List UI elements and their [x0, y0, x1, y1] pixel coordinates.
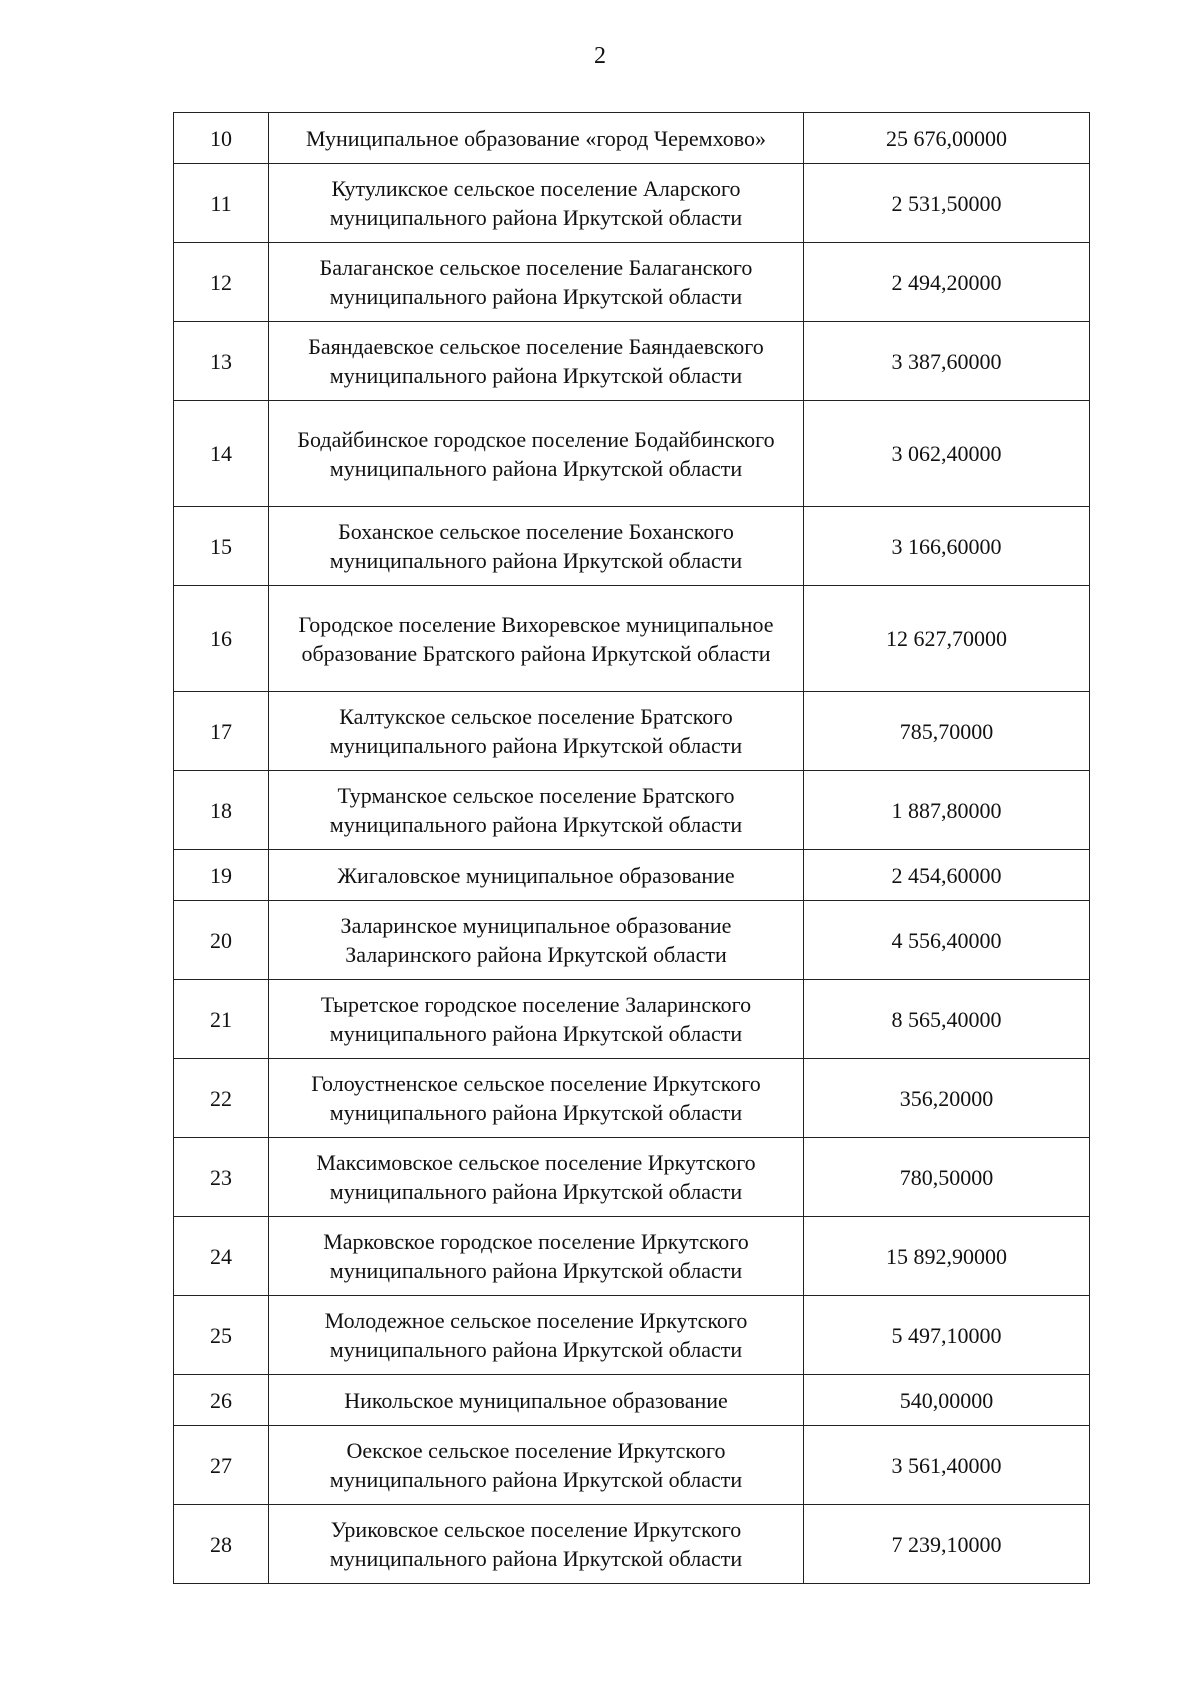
municipality-name-cell: Уриковское сельское поселение Иркутского муниципального района Иркутской области	[269, 1505, 804, 1584]
amount-cell: 2 494,20000	[804, 243, 1090, 322]
amount-cell: 1 887,80000	[804, 771, 1090, 850]
municipality-name-cell: Оекское сельское поселение Иркутского муниципального района Иркутской области	[269, 1426, 804, 1505]
amount-cell: 3 387,60000	[804, 322, 1090, 401]
table-row	[174, 1426, 1090, 1505]
municipality-name-cell: Муниципальное образование «город Черемхово»	[269, 113, 804, 164]
table-row	[174, 322, 1090, 401]
amount-cell: 12 627,70000	[804, 586, 1090, 692]
municipality-name-cell: Боханское сельское поселение Боханского муниципального района Иркутской области	[269, 507, 804, 586]
table-row	[174, 164, 1090, 243]
row-number-cell: 27	[174, 1426, 269, 1505]
amount-cell: 5 497,10000	[804, 1296, 1090, 1375]
table-row	[174, 113, 1090, 164]
table-row	[174, 771, 1090, 850]
row-number-cell: 20	[174, 901, 269, 980]
row-number-cell: 11	[174, 164, 269, 243]
municipality-name-cell: Кутуликское сельское поселение Аларского муниципального района Иркутской области	[269, 164, 804, 243]
amount-cell: 3 561,40000	[804, 1426, 1090, 1505]
municipality-name-cell: Максимовское сельское поселение Иркутского муниципального района Иркутской области	[269, 1138, 804, 1217]
amount-cell: 4 556,40000	[804, 901, 1090, 980]
amount-cell: 2 454,60000	[804, 850, 1090, 901]
amount-cell: 25 676,00000	[804, 113, 1090, 164]
municipality-name-cell: Никольское муниципальное образование	[269, 1375, 804, 1426]
municipality-name-cell: Молодежное сельское поселение Иркутского муниципального района Иркутской области	[269, 1296, 804, 1375]
row-number-cell: 17	[174, 692, 269, 771]
amount-cell: 8 565,40000	[804, 980, 1090, 1059]
municipality-name-cell: Городское поселение Вихоревское муниципальное образование Братского района Иркутской области	[269, 586, 804, 692]
amount-cell: 15 892,90000	[804, 1217, 1090, 1296]
row-number-cell: 26	[174, 1375, 269, 1426]
row-number-cell: 18	[174, 771, 269, 850]
table-row	[174, 1296, 1090, 1375]
municipality-name-cell: Баяндаевское сельское поселение Баяндаевского муниципального района Иркутской области	[269, 322, 804, 401]
table-row	[174, 507, 1090, 586]
allocation-table	[173, 112, 1090, 1584]
table-row	[174, 1217, 1090, 1296]
table-row	[174, 692, 1090, 771]
row-number-cell: 10	[174, 113, 269, 164]
row-number-cell: 12	[174, 243, 269, 322]
page-number: 2	[594, 43, 606, 69]
table-row	[174, 401, 1090, 507]
municipality-name-cell: Калтукское сельское поселение Братского муниципального района Иркутской области	[269, 692, 804, 771]
municipality-name-cell: Балаганское сельское поселение Балаганского муниципального района Иркутской области	[269, 243, 804, 322]
amount-cell: 3 166,60000	[804, 507, 1090, 586]
table-row	[174, 980, 1090, 1059]
municipality-name-cell: Тыретское городское поселение Заларинского муниципального района Иркутской области	[269, 980, 804, 1059]
row-number-cell: 15	[174, 507, 269, 586]
table-row	[174, 850, 1090, 901]
row-number-cell: 28	[174, 1505, 269, 1584]
municipality-name-cell: Голоустненское сельское поселение Иркутского муниципального района Иркутской области	[269, 1059, 804, 1138]
row-number-cell: 16	[174, 586, 269, 692]
table-row	[174, 1059, 1090, 1138]
table-row	[174, 586, 1090, 692]
amount-cell: 2 531,50000	[804, 164, 1090, 243]
row-number-cell: 19	[174, 850, 269, 901]
row-number-cell: 21	[174, 980, 269, 1059]
amount-cell: 780,50000	[804, 1138, 1090, 1217]
row-number-cell: 13	[174, 322, 269, 401]
municipality-name-cell: Заларинское муниципальное образование Заларинского района Иркутской области	[269, 901, 804, 980]
row-number-cell: 24	[174, 1217, 269, 1296]
amount-cell: 3 062,40000	[804, 401, 1090, 507]
municipality-name-cell: Марковское городское поселение Иркутского муниципального района Иркутской области	[269, 1217, 804, 1296]
municipality-name-cell: Бодайбинское городское поселение Бодайбинского муниципального района Иркутской области	[269, 401, 804, 507]
row-number-cell: 25	[174, 1296, 269, 1375]
amount-cell: 540,00000	[804, 1375, 1090, 1426]
row-number-cell: 22	[174, 1059, 269, 1138]
table-body	[174, 113, 1090, 1584]
table-row	[174, 901, 1090, 980]
table-row	[174, 243, 1090, 322]
amount-cell: 785,70000	[804, 692, 1090, 771]
row-number-cell: 23	[174, 1138, 269, 1217]
municipality-name-cell: Турманское сельское поселение Братского муниципального района Иркутской области	[269, 771, 804, 850]
table-row	[174, 1375, 1090, 1426]
amount-cell: 356,20000	[804, 1059, 1090, 1138]
table-row	[174, 1505, 1090, 1584]
table-row	[174, 1138, 1090, 1217]
row-number-cell: 14	[174, 401, 269, 507]
municipality-name-cell: Жигаловское муниципальное образование	[269, 850, 804, 901]
amount-cell: 7 239,10000	[804, 1505, 1090, 1584]
